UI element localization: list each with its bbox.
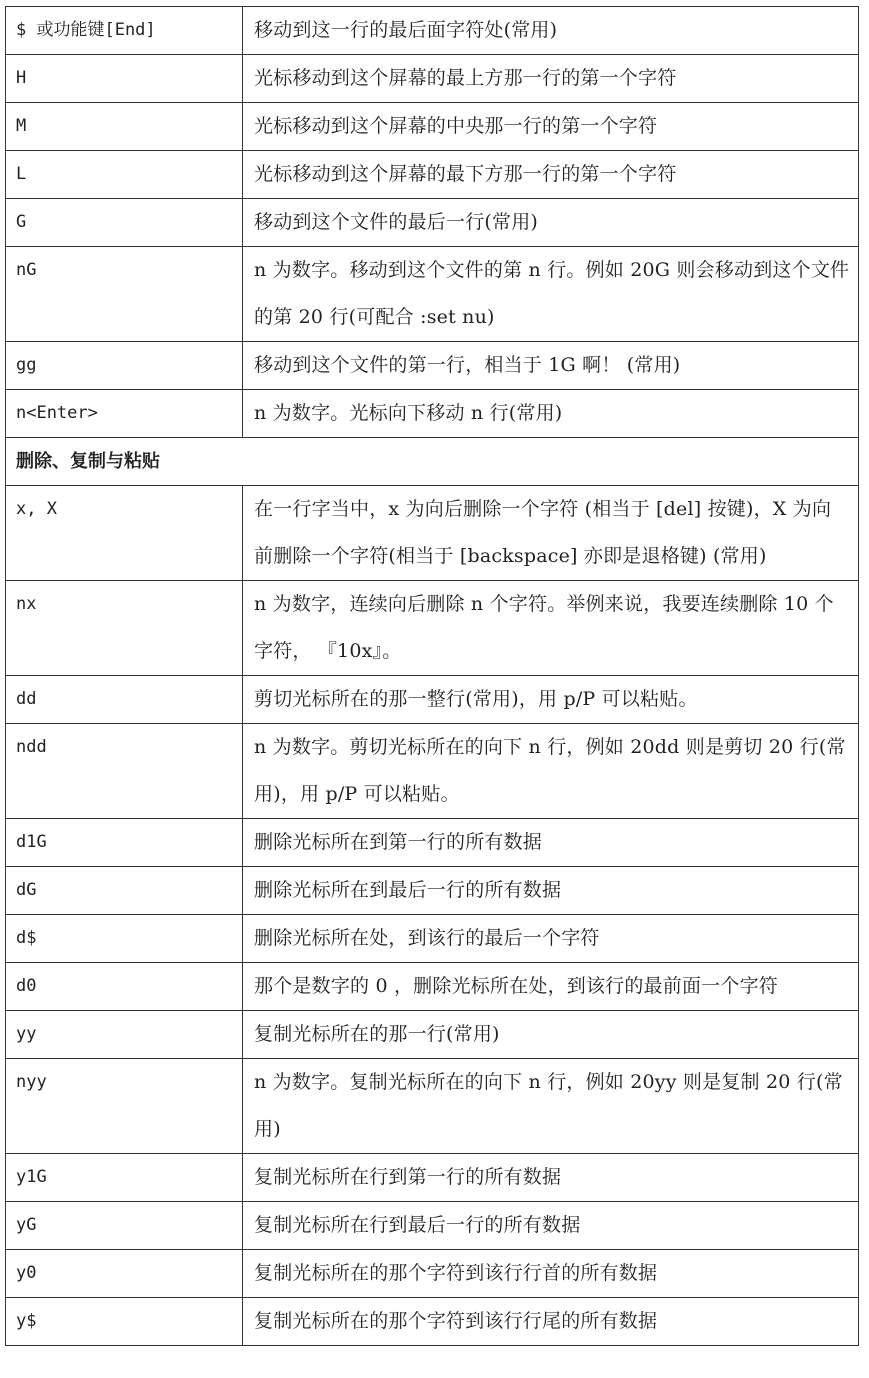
table-row [6, 963, 859, 1011]
description-cell: 删除光标所在处，到该行的最后一个字符 [243, 915, 859, 963]
command-cell: y0 [6, 1250, 243, 1298]
table-row [6, 867, 859, 915]
description-cell: 删除光标所在到最后一行的所有数据 [243, 867, 859, 915]
vim-command-table-container [5, 6, 858, 1346]
description-cell: n 为数字。复制光标所在的向下 n 行，例如 20yy 则是复制 20 行(常用) [243, 1059, 859, 1154]
table-row [6, 1250, 859, 1298]
table-row [6, 342, 859, 390]
section-header-row [6, 438, 859, 486]
description-cell: 移动到这一行的最后面字符处(常用) [243, 7, 859, 55]
table-row [6, 390, 859, 438]
description-cell: 复制光标所在的那一行(常用) [243, 1011, 859, 1059]
command-cell: yy [6, 1011, 243, 1059]
table-row [6, 676, 859, 724]
table-row [6, 103, 859, 151]
command-cell: d1G [6, 819, 243, 867]
description-cell: n 为数字，连续向后删除 n 个字符。举例来说，我要连续删除 10 个字符， 『10x』。 [243, 581, 859, 676]
vim-command-table [5, 6, 859, 1346]
table-row [6, 724, 859, 819]
table-row [6, 55, 859, 103]
description-cell: 在一行字当中，x 为向后删除一个字符 (相当于 [del] 按键)，X 为向前删除一个字符(相当于 [backspace] 亦即是退格键) (常用) [243, 486, 859, 581]
command-cell: nyy [6, 1059, 243, 1154]
table-row [6, 247, 859, 342]
table-row [6, 7, 859, 55]
description-cell: 删除光标所在到第一行的所有数据 [243, 819, 859, 867]
table-row [6, 1202, 859, 1250]
command-cell: H [6, 55, 243, 103]
description-cell: 剪切光标所在的那一整行(常用)，用 p/P 可以粘贴。 [243, 676, 859, 724]
command-cell: G [6, 199, 243, 247]
command-cell: x, X [6, 486, 243, 581]
description-cell: 那个是数字的 0 ，删除光标所在处，到该行的最前面一个字符 [243, 963, 859, 1011]
table-row [6, 819, 859, 867]
command-cell: dG [6, 867, 243, 915]
description-cell: n 为数字。移动到这个文件的第 n 行。例如 20G 则会移动到这个文件的第 20 行(可配合 :set nu) [243, 247, 859, 342]
table-row [6, 915, 859, 963]
command-cell: n<Enter> [6, 390, 243, 438]
description-cell: 光标移动到这个屏幕的中央那一行的第一个字符 [243, 103, 859, 151]
command-cell: gg [6, 342, 243, 390]
table-row [6, 1059, 859, 1154]
command-cell: M [6, 103, 243, 151]
description-cell: 复制光标所在的那个字符到该行行首的所有数据 [243, 1250, 859, 1298]
command-cell: d$ [6, 915, 243, 963]
section-title: 删除、复制与粘贴 [6, 438, 859, 486]
table-row [6, 486, 859, 581]
table-row [6, 1298, 859, 1346]
table-row [6, 151, 859, 199]
description-cell: n 为数字。剪切光标所在的向下 n 行，例如 20dd 则是剪切 20 行(常用)，用 p/P 可以粘贴。 [243, 724, 859, 819]
description-cell: 复制光标所在的那个字符到该行行尾的所有数据 [243, 1298, 859, 1346]
command-cell: y1G [6, 1154, 243, 1202]
command-cell: nG [6, 247, 243, 342]
description-cell: 移动到这个文件的最后一行(常用) [243, 199, 859, 247]
command-cell: $ 或功能键[End] [6, 7, 243, 55]
description-cell: 复制光标所在行到第一行的所有数据 [243, 1154, 859, 1202]
command-cell: ndd [6, 724, 243, 819]
table-row [6, 581, 859, 676]
description-cell: n 为数字。光标向下移动 n 行(常用) [243, 390, 859, 438]
command-cell: nx [6, 581, 243, 676]
table-body [6, 7, 859, 1346]
description-cell: 光标移动到这个屏幕的最上方那一行的第一个字符 [243, 55, 859, 103]
command-cell: y$ [6, 1298, 243, 1346]
command-cell: dd [6, 676, 243, 724]
table-row [6, 1154, 859, 1202]
command-cell: yG [6, 1202, 243, 1250]
table-row [6, 1011, 859, 1059]
description-cell: 移动到这个文件的第一行，相当于 1G 啊！ (常用) [243, 342, 859, 390]
command-cell: L [6, 151, 243, 199]
command-cell: d0 [6, 963, 243, 1011]
description-cell: 光标移动到这个屏幕的最下方那一行的第一个字符 [243, 151, 859, 199]
table-row [6, 199, 859, 247]
description-cell: 复制光标所在行到最后一行的所有数据 [243, 1202, 859, 1250]
